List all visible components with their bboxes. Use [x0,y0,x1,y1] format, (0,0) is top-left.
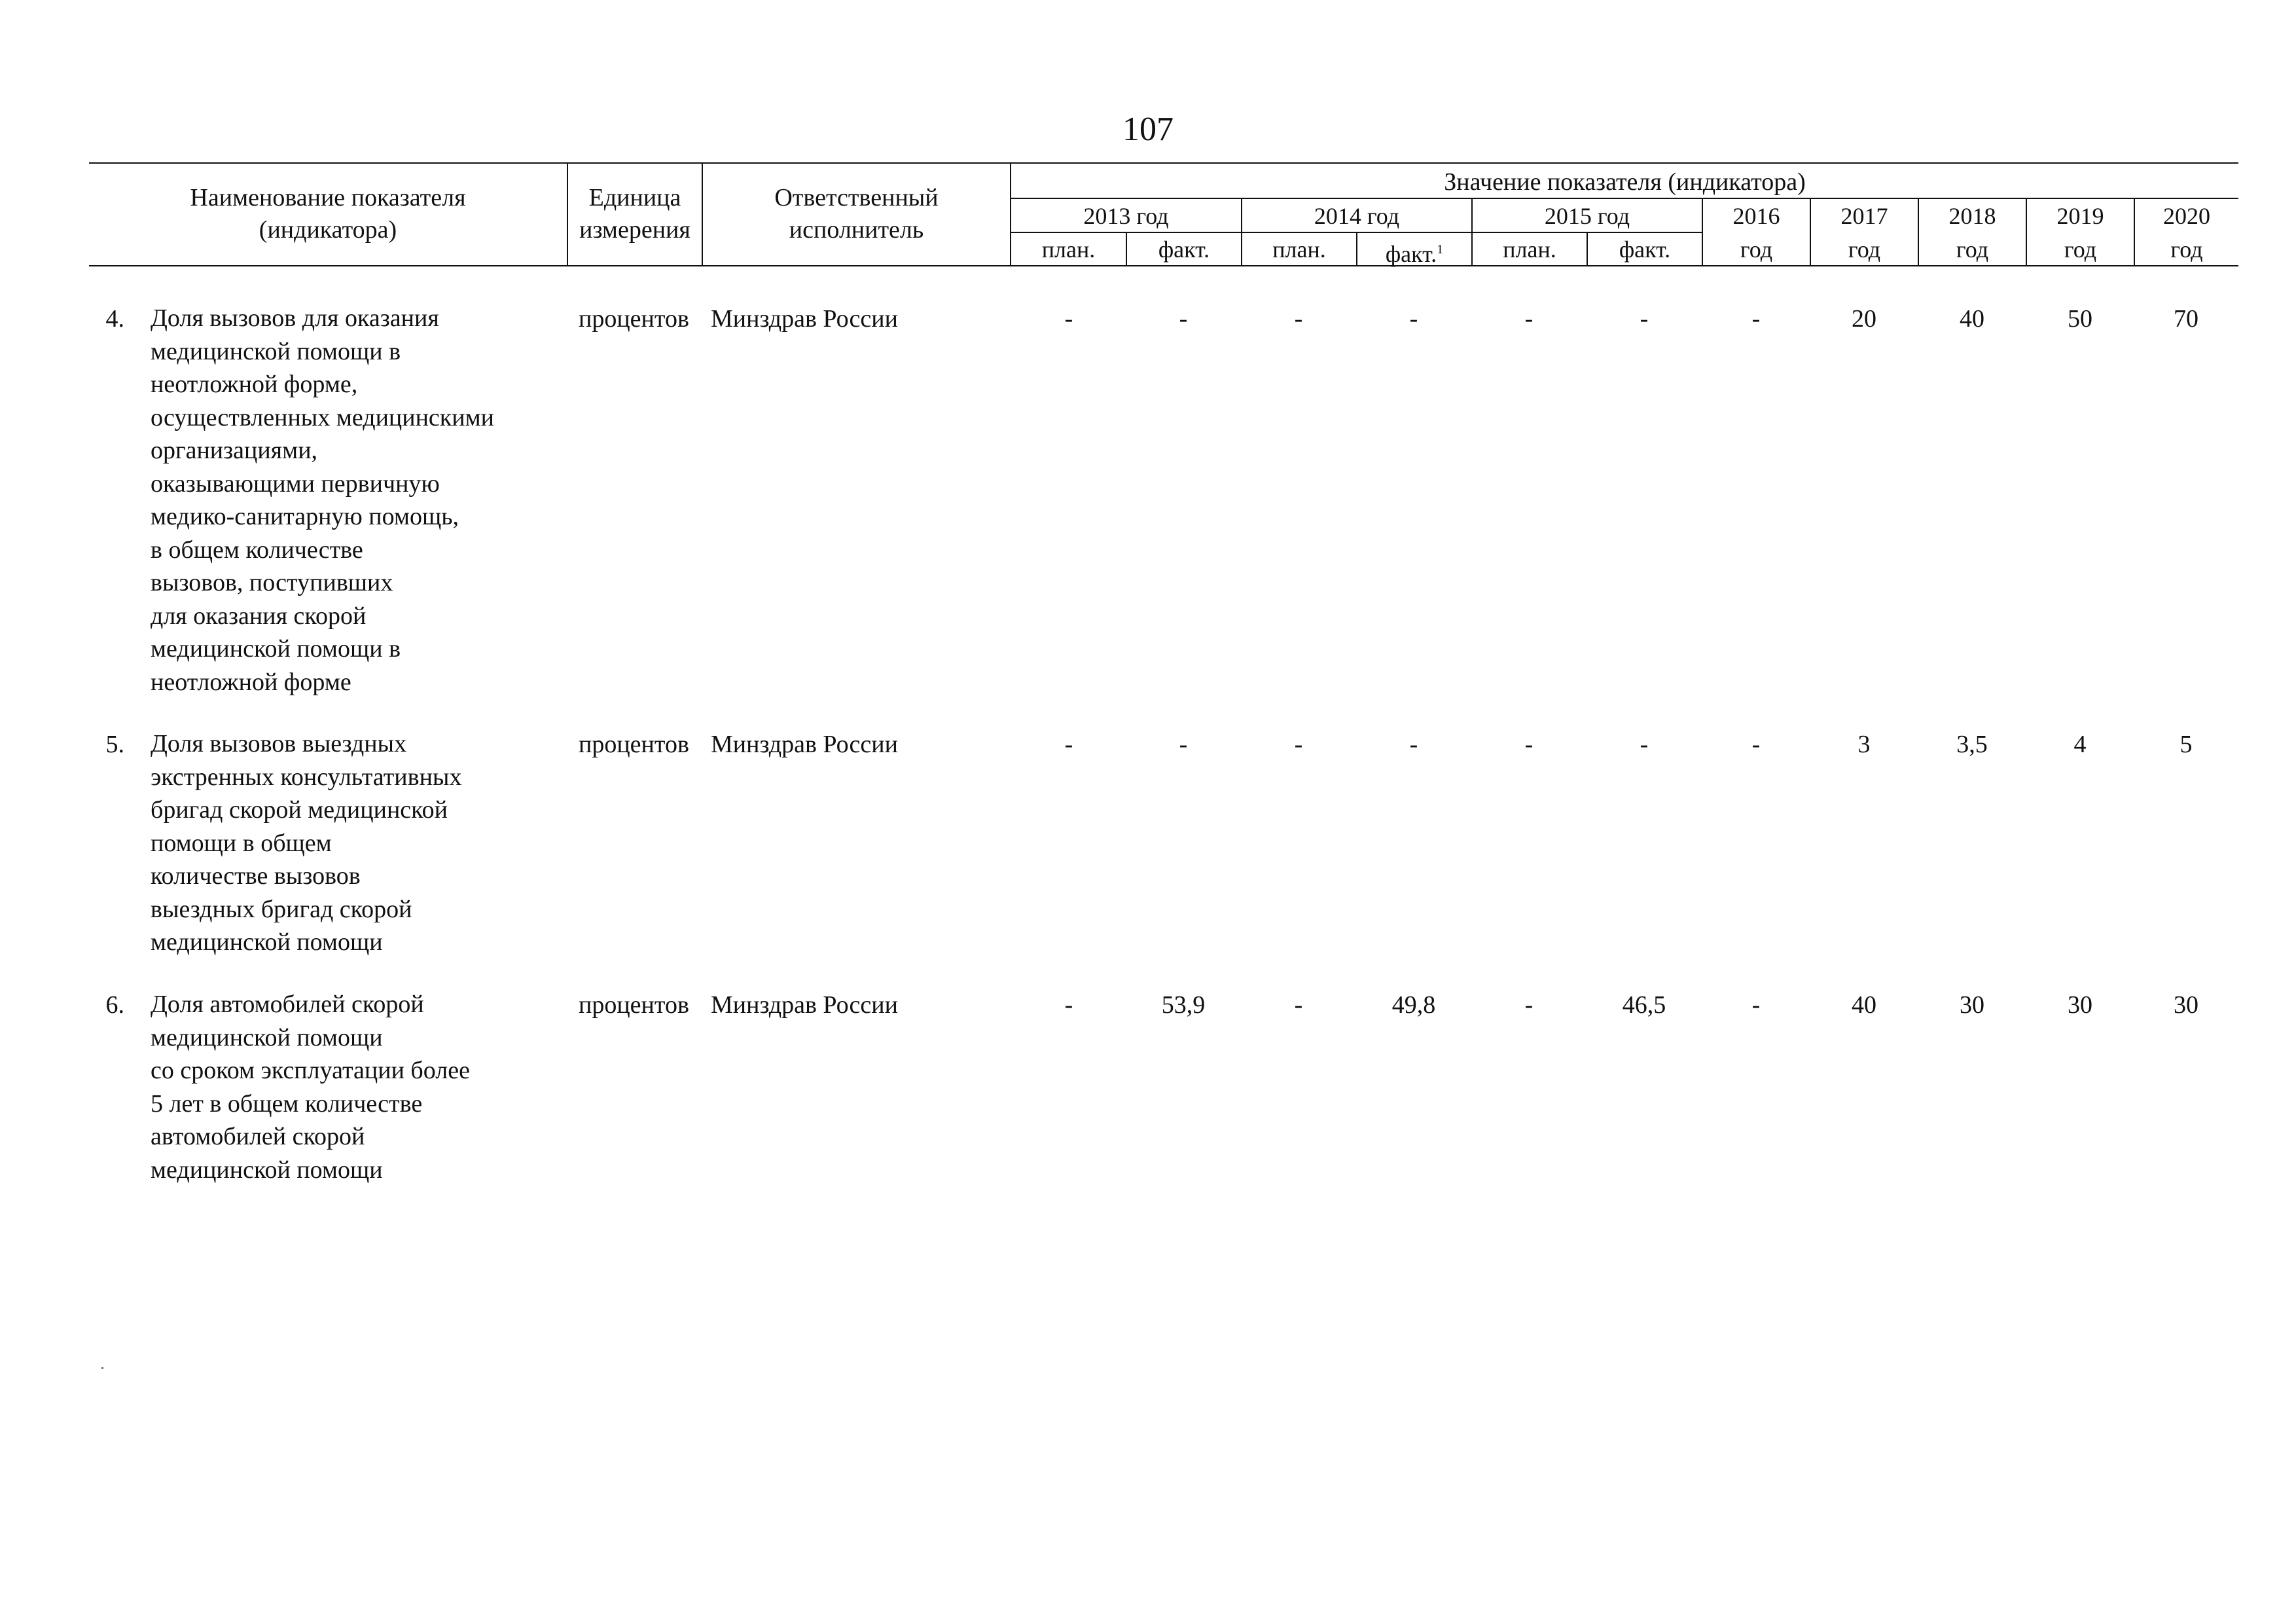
value-cell-fact-2015: - [1640,731,1649,758]
value-cell-2018: 40 [1960,305,1984,333]
value-cell-2018: 30 [1960,991,1984,1019]
header-plan-2013: план. [1041,236,1096,263]
header-year-2014: 2014 год [1314,203,1400,229]
unit-cell: процентов [579,305,689,333]
value-cell-2019: 30 [2068,991,2092,1019]
value-cell-plan-2013: - [1064,305,1073,333]
value-cell-plan-2015: - [1524,305,1534,333]
header-value-group: Значение показателя (индикатора) [1444,168,1806,196]
header-executor-col: Ответственный исполнитель [774,184,939,244]
value-cell-plan-2015: - [1524,731,1534,758]
header-year-2013: 2013 год [1083,203,1169,229]
executor-cell: Минздрав России [711,731,898,758]
value-cell-2019: 50 [2068,305,2092,333]
header-god-2020: год [2170,236,2203,263]
value-cell-2017: 20 [1852,305,1876,333]
value-cell-2019: 4 [2073,731,2087,758]
value-cell-fact-2014: - [1409,731,1418,758]
value-cell-2020: 70 [2174,305,2198,333]
value-cell-plan-2014: - [1294,305,1303,333]
header-plan-2014: план. [1272,236,1326,263]
value-cell-2016: - [1751,305,1761,333]
header-god-2017: год [1848,236,1881,263]
header-god-2019: год [2064,236,2097,263]
header-fact-2015: факт. [1619,236,1671,263]
value-cell-plan-2014: - [1294,991,1303,1019]
indicator-name: Доля автомобилей скорой медицинской помощи со сроком эксплуатации более 5 лет в общем количестве автомобилей скорой медицинской помощи [151,991,470,1184]
header-fact-2014: факт.$^1$ [1385,241,1444,267]
unit-cell: процентов [579,991,689,1019]
value-cell-plan-2015: - [1524,991,1534,1019]
value-cell-plan-2014: - [1294,731,1303,758]
value-cell-plan-2013: - [1064,991,1073,1019]
header-year-2020: 2020 [2163,203,2210,229]
header-unit-col: Единица измерения [579,184,691,244]
value-cell-2018: 3,5 [1956,731,1988,758]
value-cell-fact-2014: 49,8 [1391,991,1436,1019]
header-name-col: Наименование показателя (индикатора) [190,184,466,244]
value-cell-fact-2013: - [1179,305,1188,333]
value-cell-2017: 40 [1852,991,1876,1019]
header-bottom-rule [89,265,2238,266]
header-year-2018: 2018 [1948,203,1996,229]
executor-cell: Минздрав России [711,305,898,333]
header-year-2016: 2016 [1732,203,1780,229]
footnote-marker: 1 [1437,242,1444,257]
value-cell-2016: - [1751,991,1761,1019]
value-cell-plan-2013: - [1064,731,1073,758]
header-fact-2013: факт. [1158,236,1210,263]
header-god-2018: год [1956,236,1989,263]
value-cell-2020: 30 [2174,991,2198,1019]
header-top-rule [89,162,2238,164]
value-cell-fact-2013: - [1179,731,1188,758]
value-cell-2017: 3 [1857,731,1871,758]
row-number: 5. [105,731,124,758]
header-god-2016: год [1740,236,1773,263]
header-plan-2015: план. [1503,236,1556,263]
indicator-name: Доля вызовов для оказания медицинской помощи в неотложной форме, осуществленных медицинскими организациями, оказывающими первичную медико-санитарную помощь, в общем количестве вызовов, поступивших для оказания скорой медицинской помощи в неотложной форме [151,304,494,696]
row-number: 4. [105,305,124,333]
value-cell-fact-2014: - [1409,305,1418,333]
scan-speck [101,1367,103,1369]
value-cell-fact-2015: - [1640,305,1649,333]
header-year-2015: 2015 год [1544,203,1630,229]
executor-cell: Минздрав России [711,991,898,1019]
row-number: 6. [105,991,124,1019]
page-number: 107 [1122,111,1174,148]
header-year-2019: 2019 [2056,203,2104,229]
unit-cell: процентов [579,731,689,758]
indicator-name: Доля вызовов выездных экстренных консультативных бригад скорой медицинской помощи в общем количестве вызовов выездных бригад скорой медицинской помощи [151,730,462,956]
value-cell-fact-2013: 53,9 [1161,991,1206,1019]
value-cell-2016: - [1751,731,1761,758]
header-year-2017: 2017 [1840,203,1888,229]
value-cell-fact-2015: 46,5 [1622,991,1666,1019]
value-cell-2020: 5 [2179,731,2193,758]
